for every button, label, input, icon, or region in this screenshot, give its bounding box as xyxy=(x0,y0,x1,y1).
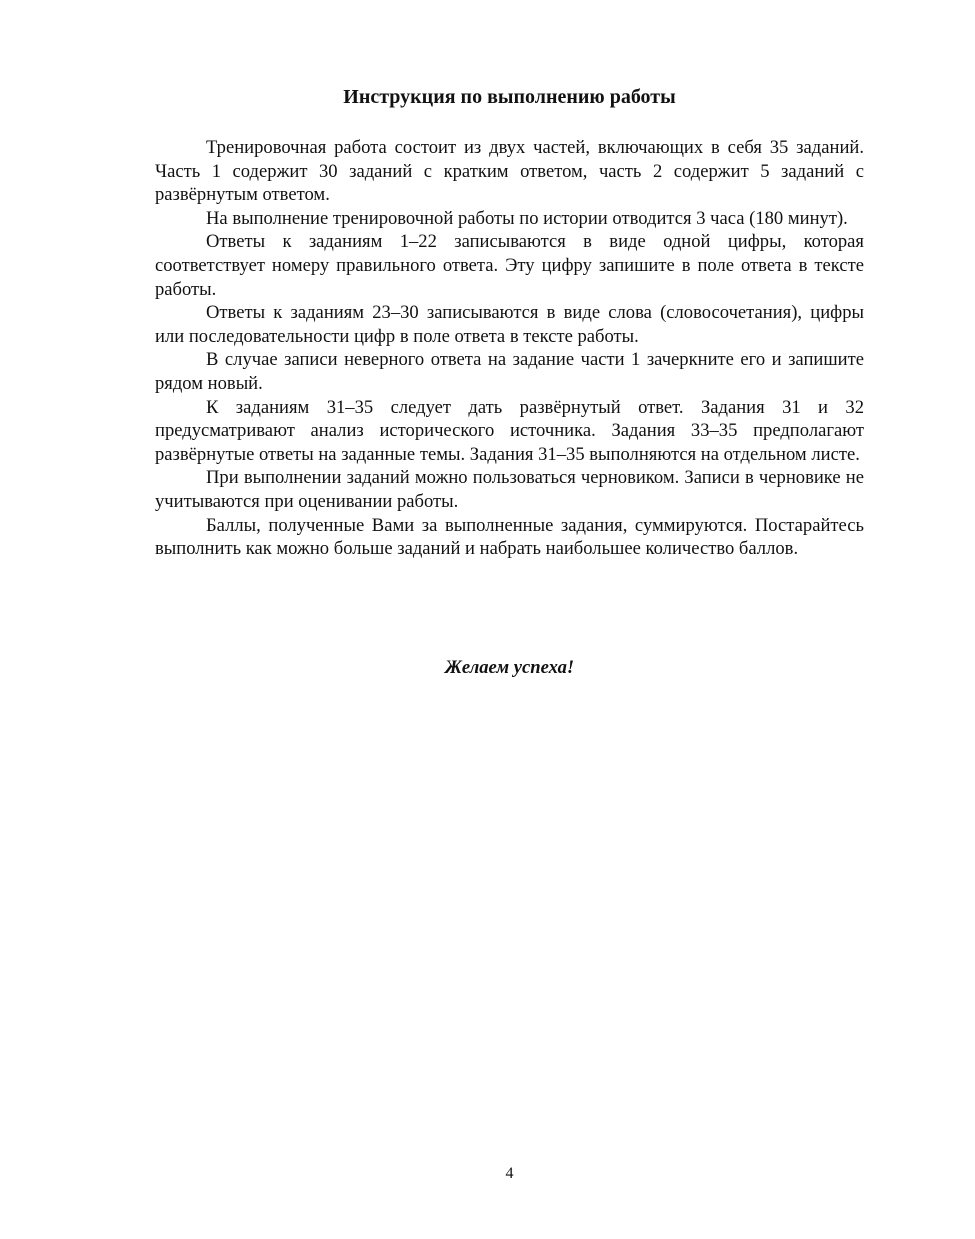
paragraph-scoring: Баллы, полученные Вами за выполненные задания, суммируются. Постарайтесь выполнить как можно больше заданий и набрать наибольшее количество баллов. xyxy=(155,514,864,560)
paragraph-duration: На выполнение тренировочной работы по истории отводится 3 часа (180 минут). xyxy=(206,207,848,229)
paragraph-structure: Тренировочная работа состоит из двух частей, включающих в себя 35 заданий. Часть 1 содержит 30 заданий с кратким ответом, часть 2 содержит 5 заданий с развёрнутым ответом. xyxy=(155,137,864,206)
paragraph-answers-23-30: Ответы к заданиям 23–30 записываются в виде слова (словосочетания), цифры или последовательности цифр в поле ответа в тексте работы. xyxy=(155,302,864,347)
page-number: 4 xyxy=(505,1165,514,1182)
paragraph-extended-answers: К заданиям 31–35 следует дать развёрнутый ответ. Задания 31 и 32 предусматривают анализ исторического источника. Задания 33–35 предполагают развёрнутые ответы на заданные темы. Задания 31–35 выполняются на отдельном листе. xyxy=(155,396,864,465)
page-title: Инструкция по выполнению работы xyxy=(343,86,676,108)
closing-wish: Желаем успеха! xyxy=(444,657,575,678)
instructions-body xyxy=(155,136,864,561)
paragraph-answers-1-22: Ответы к заданиям 1–22 записываются в виде одной цифры, которая соответствует номеру правильного ответа. Эту цифру запишите в поле ответа в тексте работы. xyxy=(155,231,864,300)
paragraph-draft: При выполнении заданий можно пользоваться черновиком. Записи в черновике не учитываются при оценивании работы. xyxy=(155,467,864,512)
paragraph-corrections: В случае записи неверного ответа на задание части 1 зачеркните его и запишите рядом новый. xyxy=(155,349,864,394)
